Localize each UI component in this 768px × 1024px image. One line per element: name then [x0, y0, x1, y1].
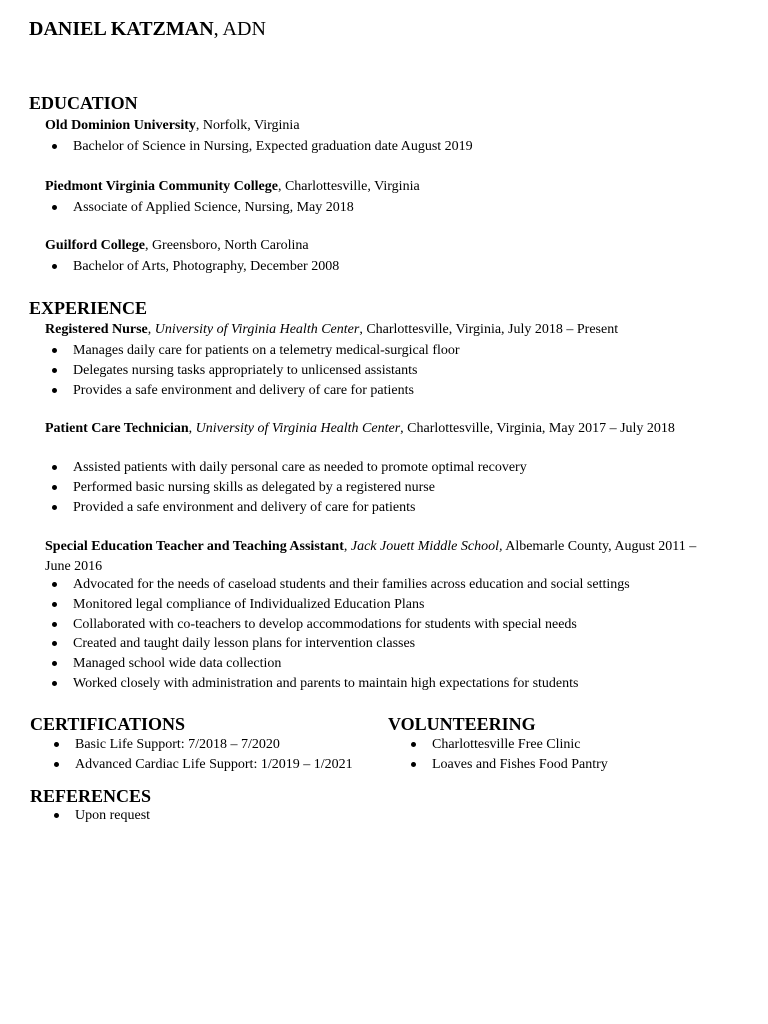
- bullet-icon: [52, 641, 57, 646]
- employer-name: Jack Jouett Middle School,: [350, 539, 503, 554]
- duties-list: [73, 575, 630, 694]
- education-heading: EDUCATION: [29, 93, 138, 113]
- list-item: Monitored legal compliance of Individualized Education Plans: [73, 595, 630, 615]
- bullet-icon: [52, 582, 57, 587]
- job-title: Patient Care Technician: [45, 421, 189, 436]
- experience-heading: EXPERIENCE: [29, 298, 148, 318]
- list-item: Created and taught daily lesson plans for intervention classes: [73, 634, 630, 654]
- degree-list: [73, 257, 339, 277]
- list-item: Performed basic nursing skills as delegated by a registered nurse: [73, 478, 527, 498]
- list-item: Basic Life Support: 7/2018 – 7/2020: [75, 735, 353, 755]
- list-item: Assisted patients with daily personal care as needed to promote optimal recovery: [73, 458, 527, 478]
- bullet-icon: [52, 622, 57, 627]
- list-item: Upon request: [75, 806, 150, 826]
- school-entry: [45, 237, 309, 255]
- school-name: Guilford College: [45, 238, 145, 253]
- bullet-icon: [52, 485, 57, 490]
- degree-list: [73, 137, 473, 157]
- bullet-icon: [52, 661, 57, 666]
- school-entry: [45, 178, 420, 196]
- job-details: Albemarle County, August 2011 – June 2016: [45, 539, 697, 574]
- bullet-icon: [52, 348, 57, 353]
- list-item: Bachelor of Science in Nursing, Expected graduation date August 2019: [73, 137, 473, 157]
- list-item: Manages daily care for patients on a telemetry medical-surgical floor: [73, 341, 460, 361]
- job-entry: Registered Nurse, University of Virginia Health Center, Charlottesville, Virginia, July 2018 – Present: [45, 322, 619, 337]
- school-location: , Norfolk, Virginia: [195, 118, 300, 133]
- job-entry: Patient Care Technician, University of Virginia Health Center, Charlottesville, Virginia, May 2017 – July 2018: [45, 421, 675, 436]
- school-entry: [45, 117, 300, 135]
- certifications-list: [75, 735, 353, 775]
- list-item: Charlottesville Free Clinic: [432, 735, 608, 755]
- job-details: , Charlottesville, Virginia, May 2017 – July 2018: [400, 421, 675, 436]
- references-list: [75, 806, 150, 826]
- list-item: Loaves and Fishes Food Pantry: [432, 755, 608, 775]
- bullet-icon: [52, 144, 57, 149]
- applicant-credential: , ADN: [213, 18, 266, 40]
- school-name: Old Dominion University: [45, 118, 196, 133]
- bullet-icon: [52, 205, 57, 210]
- bullet-icon: [52, 368, 57, 373]
- job-title: Registered Nurse: [45, 322, 148, 337]
- bullet-icon: [54, 762, 59, 767]
- bullet-icon: [411, 742, 416, 747]
- employer-name: University of Virginia Health Center: [154, 322, 360, 337]
- school-name: Piedmont Virginia Community College: [45, 179, 278, 194]
- bullet-icon: [52, 681, 57, 686]
- resume-header: [29, 18, 266, 41]
- bullet-icon: [54, 742, 59, 747]
- list-item: Collaborated with co-teachers to develop accommodations for students with special needs: [73, 615, 630, 635]
- duties-list: [73, 341, 460, 400]
- list-item: Provided a safe environment and delivery of care for patients: [73, 498, 527, 518]
- bullet-icon: [52, 465, 57, 470]
- job-title: Special Education Teacher and Teaching Assistant: [45, 539, 344, 554]
- volunteering-heading: VOLUNTEERING: [388, 714, 536, 734]
- school-location: , Greensboro, North Carolina: [144, 238, 309, 253]
- bullet-icon: [411, 762, 416, 767]
- school-location: , Charlottesville, Virginia: [277, 179, 420, 194]
- job-entry: Special Education Teacher and Teaching Assistant, Jack Jouett Middle School, Albemarle County, August 2011 – June 2016: [45, 539, 697, 574]
- references-heading: REFERENCES: [30, 786, 152, 806]
- list-item: Delegates nursing tasks appropriately to unlicensed assistants: [73, 361, 460, 381]
- bullet-icon: [52, 602, 57, 607]
- list-item: Advanced Cardiac Life Support: 1/2019 – 1/2021: [75, 755, 353, 775]
- list-item: Worked closely with administration and parents to maintain high expectations for students: [73, 674, 630, 694]
- job-details: , Charlottesville, Virginia, July 2018 – Present: [359, 322, 619, 337]
- applicant-name: DANIEL KATZMAN: [29, 18, 214, 40]
- volunteering-list: [432, 735, 608, 775]
- employer-name: University of Virginia Health Center: [195, 421, 401, 436]
- list-item: Advocated for the needs of caseload students and their families across education and social settings: [73, 575, 630, 595]
- list-item: Bachelor of Arts, Photography, December 2008: [73, 257, 339, 277]
- bullet-icon: [52, 388, 57, 393]
- list-item: Associate of Applied Science, Nursing, May 2018: [73, 198, 354, 218]
- bullet-icon: [54, 813, 59, 818]
- list-item: Provides a safe environment and delivery of care for patients: [73, 381, 460, 401]
- duties-list: [73, 458, 527, 517]
- bullet-icon: [52, 505, 57, 510]
- degree-list: [73, 198, 354, 218]
- list-item: Managed school wide data collection: [73, 654, 630, 674]
- certifications-heading: CERTIFICATIONS: [30, 714, 186, 734]
- bullet-icon: [52, 264, 57, 269]
